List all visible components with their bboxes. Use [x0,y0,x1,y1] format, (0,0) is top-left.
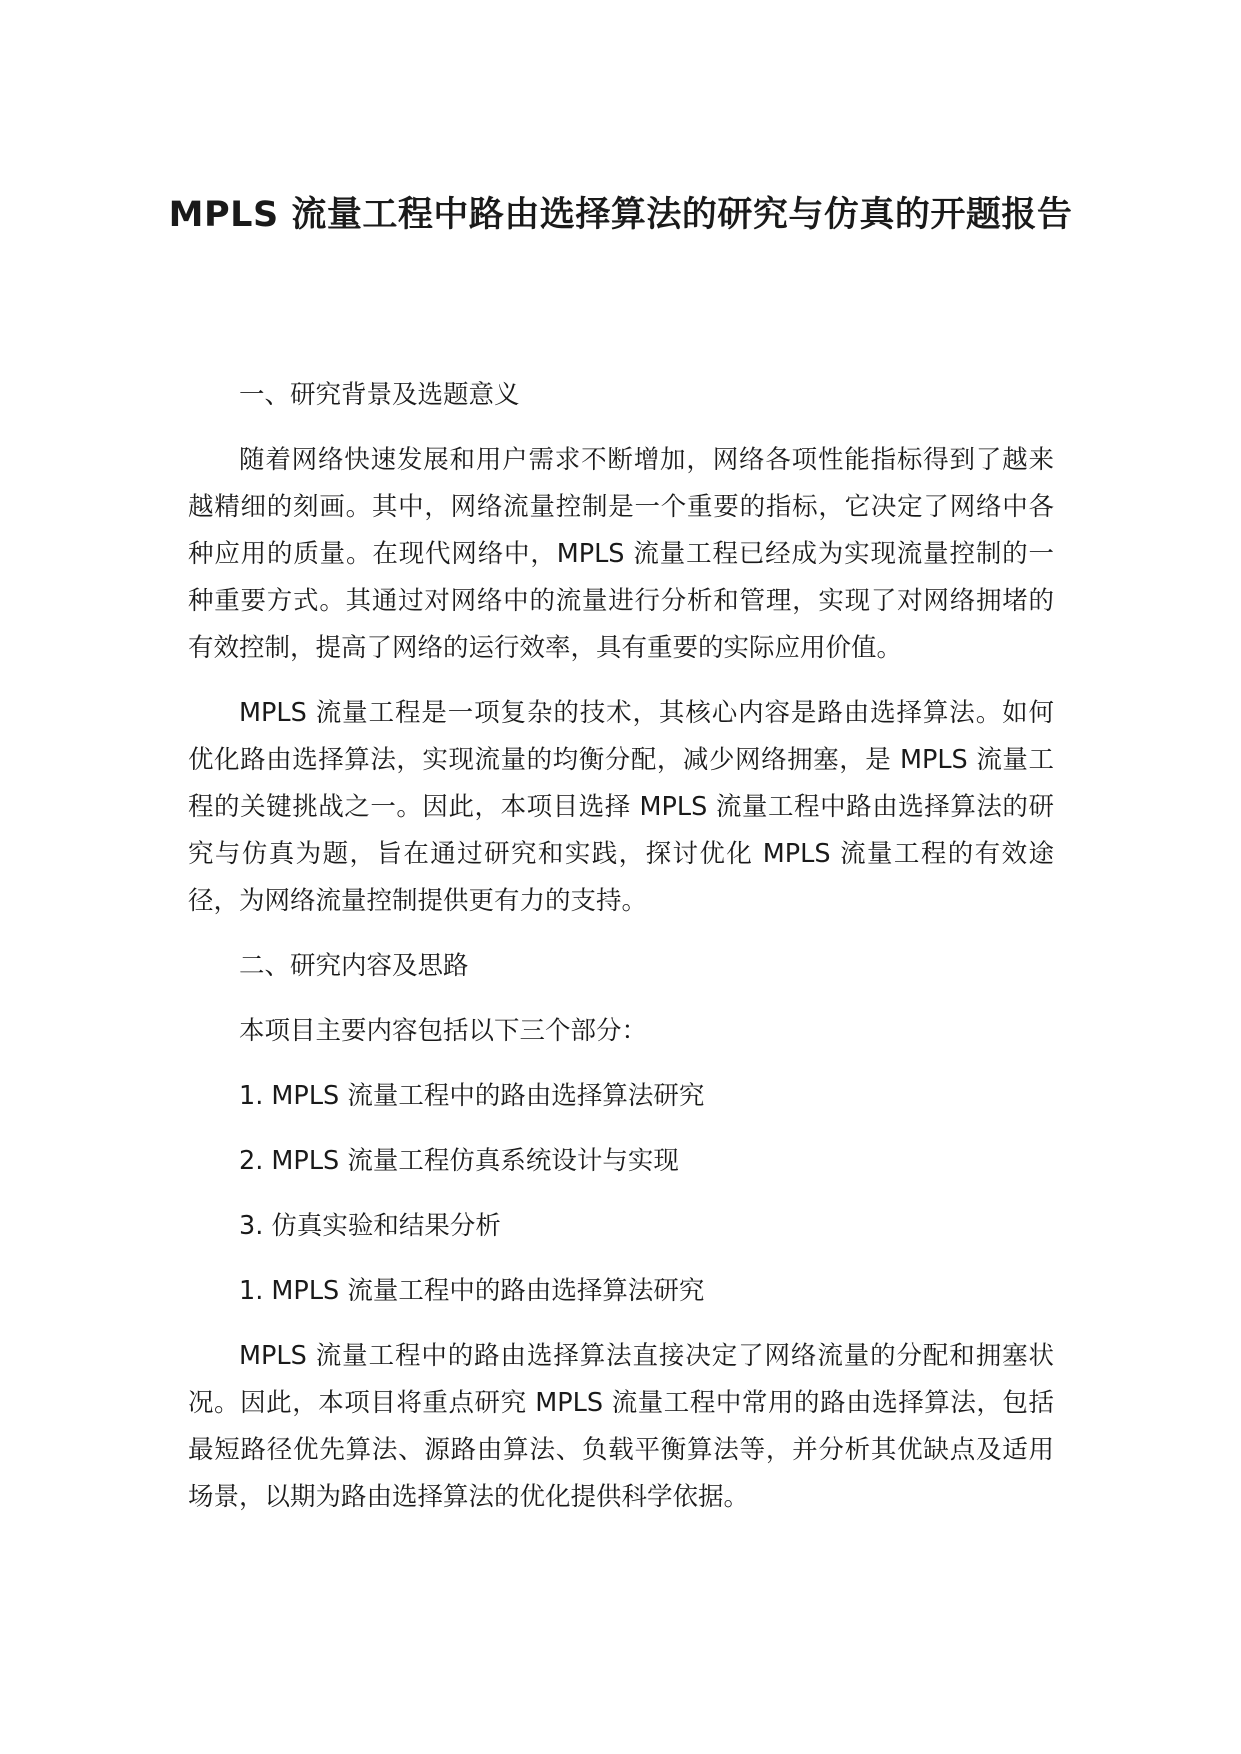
subsection-heading-1: 1. MPLS 流量工程中的路由选择算法研究 [239,1276,705,1306]
document-body [188,372,1054,1539]
list-item-1: 1. MPLS 流量工程中的路由选择算法研究 [239,1081,705,1111]
list-item-3: 3. 仿真实验和结果分析 [239,1211,501,1241]
document-title: MPLS 流量工程中路由选择算法的研究与仿真的开题报告 [168,195,1073,235]
paragraph-background: 随着网络快速发展和用户需求不断增加，网络各项性能指标得到了越来越精细的刻画。其中，网络流量控制是一个重要的指标，它决定了网络中各种应用的质量。在现代网络中，MPLS 流量工程已经成为实现流量控制的一种重要方式。其通过对网络中的流量进行分析和管理，实现了对网络拥堵的有效控制，提高了网络的运行效率，具有重要的实际应用价值。 [188,445,1054,663]
list-item-2: 2. MPLS 流量工程仿真系统设计与实现 [239,1146,679,1176]
section-heading-content: 二、研究内容及思路 [239,951,469,981]
paragraph-mpls-core: MPLS 流量工程是一项复杂的技术，其核心内容是路由选择算法。如何优化路由选择算法，实现流量的均衡分配，减少网络拥塞，是 MPLS 流量工程的关键挑战之一。因此，本项目选择 MPLS 流量工程中路由选择算法的研究与仿真为题，旨在通过研究和实践，探讨优化 MPLS 流量工程的有效途径，为网络流量控制提供更有力的支持。 [188,698,1054,916]
content-intro: 本项目主要内容包括以下三个部分： [239,1016,648,1046]
paragraph-routing-algorithms: MPLS 流量工程中的路由选择算法直接决定了网络流量的分配和拥塞状况。因此，本项目将重点研究 MPLS 流量工程中常用的路由选择算法，包括最短路径优先算法、源路由算法、负载平衡算法等，并分析其优缺点及适用场景，以期为路由选择算法的优化提供科学依据。 [188,1341,1054,1512]
section-heading-background: 一、研究背景及选题意义 [239,380,520,410]
